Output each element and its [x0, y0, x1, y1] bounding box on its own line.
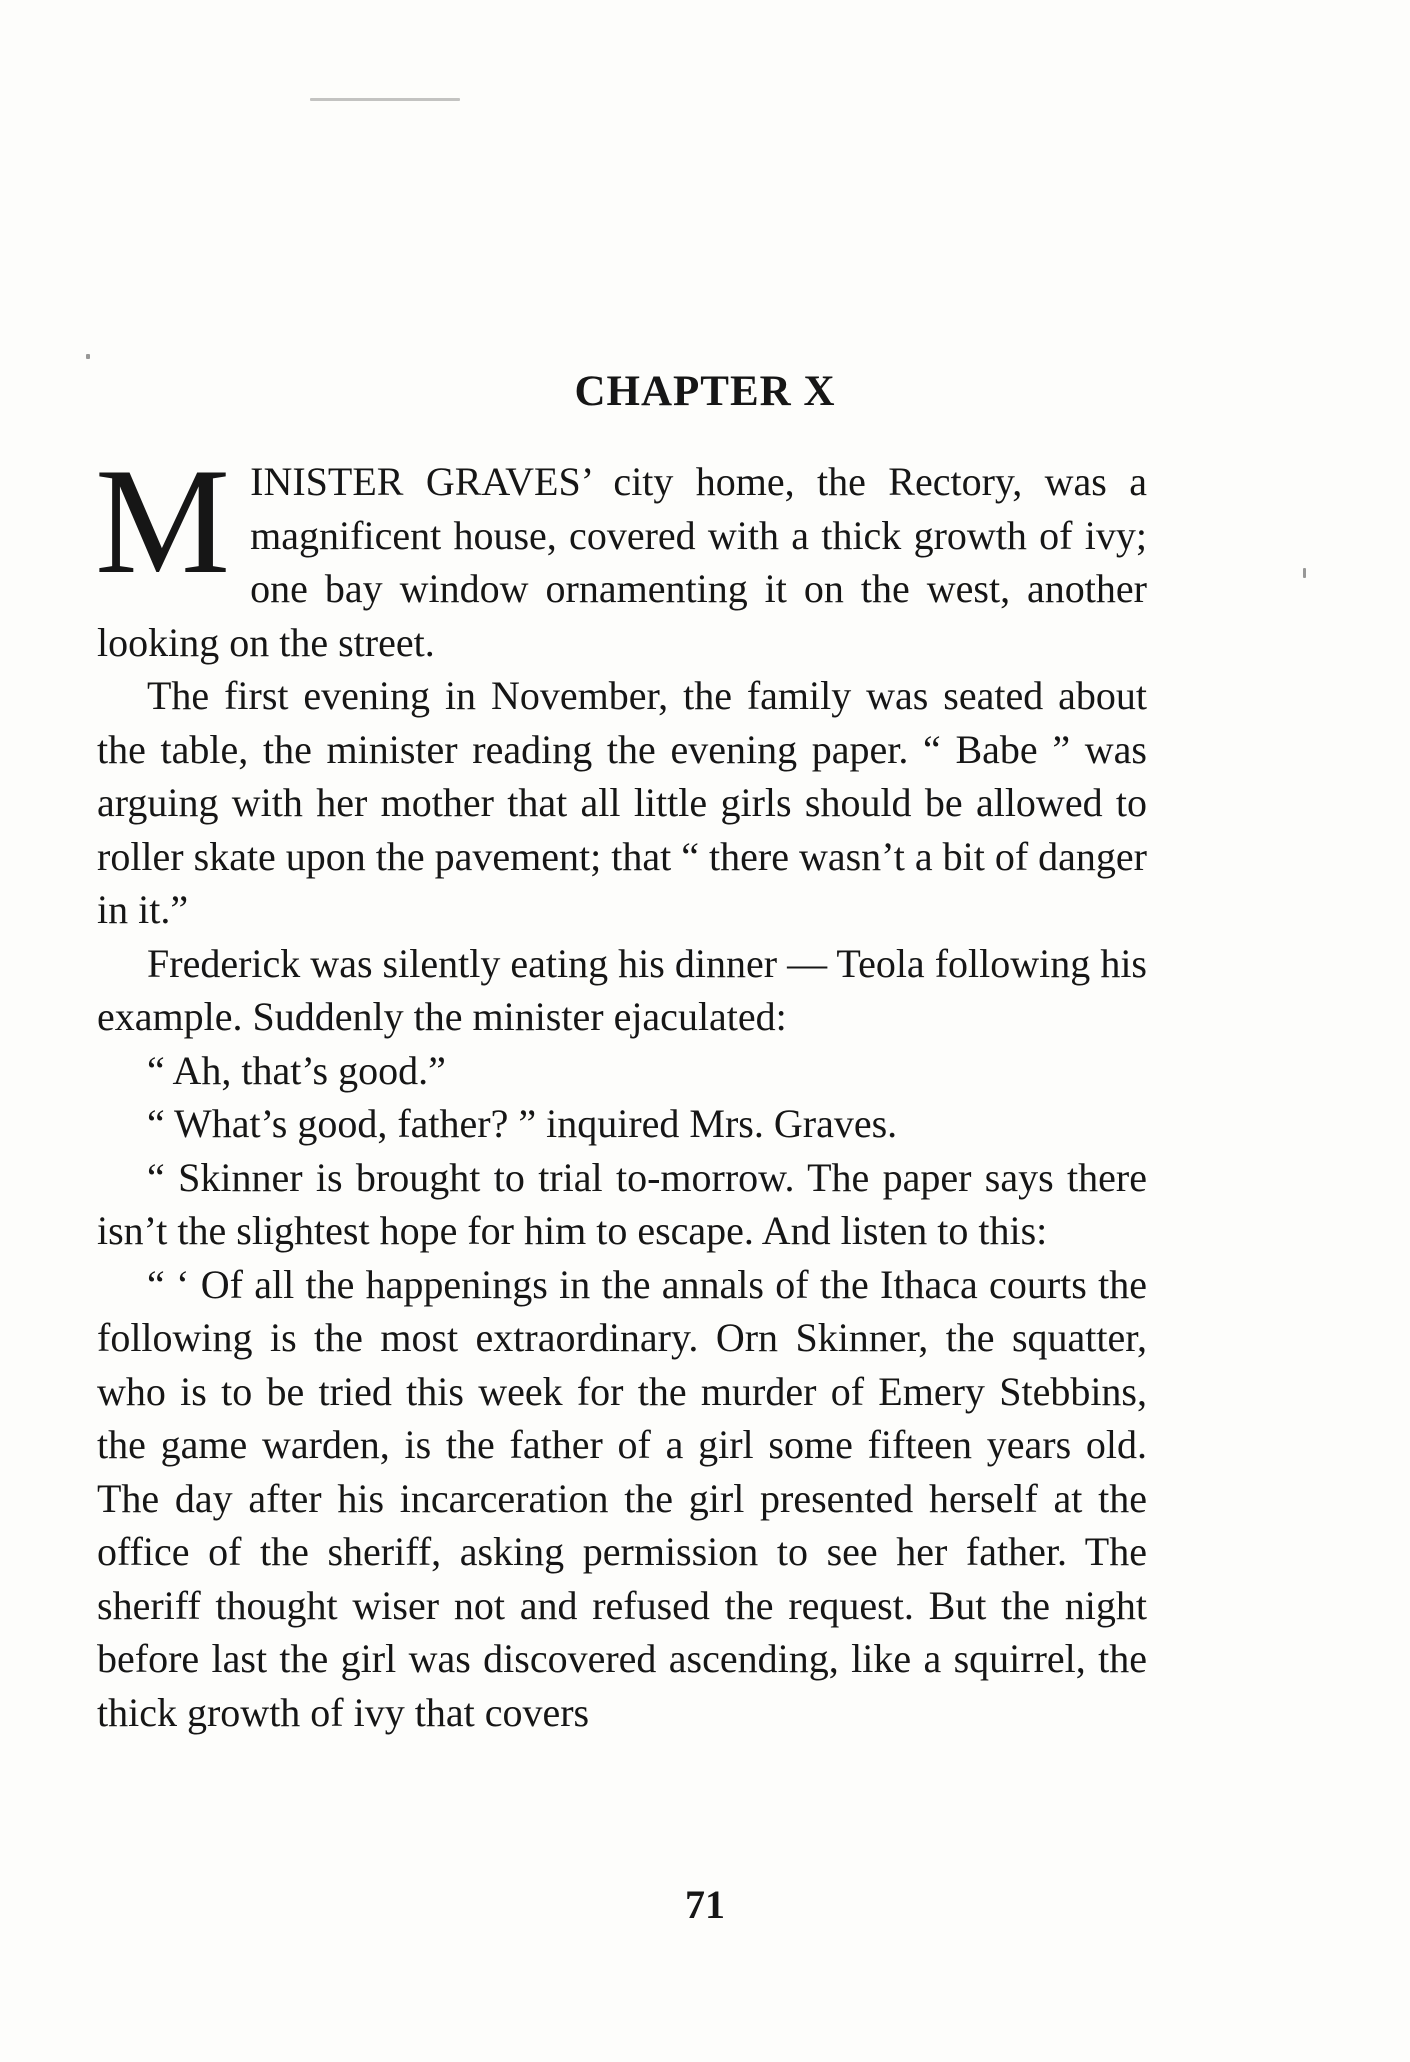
scan-speck — [86, 354, 90, 359]
chapter-heading: CHAPTER X — [574, 368, 836, 415]
chapter-text — [95, 437, 1147, 1739]
page-number: 71 — [685, 1882, 725, 1927]
paragraph-text: INISTER GRAVES’ city home, the Rectory, was a magnificent house, covered with a thick growth of ivy; one bay window ornamenting it on the west, another looking on the street. — [97, 459, 1147, 665]
paragraph: Frederick was silently eating his dinner — Teola following his example. Suddenly the minister ejaculated: — [97, 940, 1147, 1039]
paragraph: “ Ah, that’s good.” — [147, 1047, 446, 1093]
paragraph: “ Skinner is brought to trial to-morrow. The paper says there isn’t the slightest hope for him to escape. And listen to this: — [97, 1154, 1147, 1253]
paragraph: “ ‘ Of all the happenings in the annals of the Ithaca courts the following is the most extraordinary. Orn Skinner, the squatter, who is to be tried this week for the murder of Emery Stebbins, the game warden, is the father of a girl some fifteen years old. The day after his incarceration the girl presented herself at the office of the sheriff, asking permission to see her father. The sheriff thought wiser not and refused the request. But the night before last the girl was discovered ascending, like a squirrel, the thick growth of ivy that covers — [97, 1261, 1147, 1735]
drop-cap: M — [95, 437, 231, 605]
paragraph: The first evening in November, the family was seated about the table, the minister reading the evening paper. “ Babe ” was arguing with her mother that all little girls should be allowed to roller skate upon the pavement; that “ there wasn’t a bit of danger in it.” — [97, 673, 1147, 932]
scan-speck — [1303, 568, 1306, 578]
paragraph: “ What’s good, father? ” inquired Mrs. Graves. — [147, 1101, 898, 1146]
paragraph-opening — [95, 437, 1147, 669]
scan-speck — [310, 98, 460, 101]
